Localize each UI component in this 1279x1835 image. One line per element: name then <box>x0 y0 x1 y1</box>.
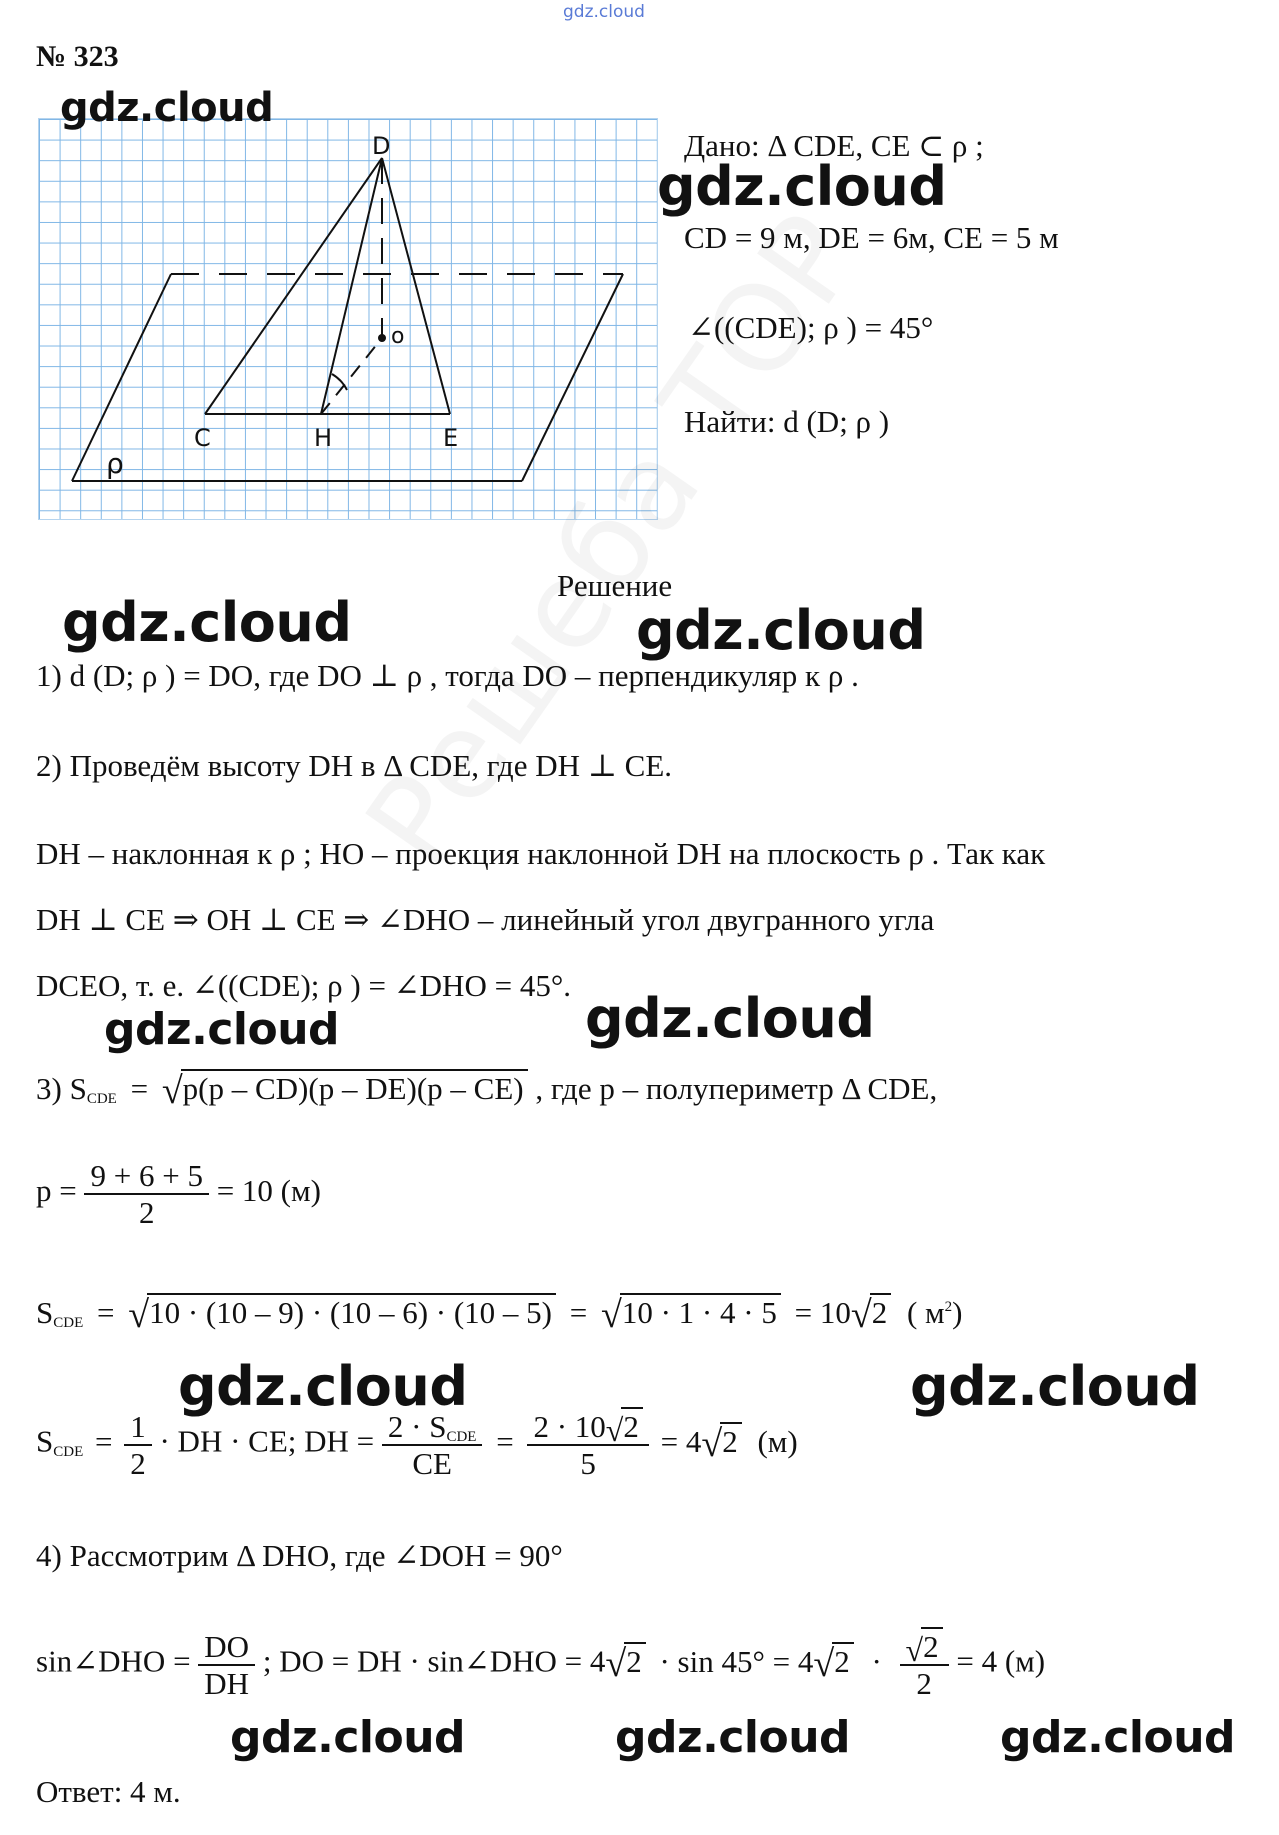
sin-denominator: DH <box>204 1665 250 1701</box>
heron-sqrt: √p(p – CD)(p – DE)(p – CE) <box>162 1068 528 1106</box>
p-fraction <box>84 1160 208 1228</box>
label-c: C <box>194 424 211 452</box>
p-lhs: p = <box>36 1173 77 1209</box>
p-numerator: 9 + 6 + 5 <box>84 1160 208 1195</box>
find-line: Найти: d (D; ρ ) <box>684 404 890 439</box>
s-eq-3: = 10 <box>794 1295 851 1330</box>
given-line-1: Дано: Δ CDE, CE ⊂ ρ ; <box>684 128 984 163</box>
s-radicand-2: 10 · 1 · 4 · 5 <box>620 1293 781 1330</box>
figure-diagram <box>38 118 658 520</box>
watermark: gdz.cloud <box>1000 1712 1236 1763</box>
sin-mid-2: · sin 45° = 4 <box>659 1643 814 1679</box>
sin-dot: · <box>871 1643 882 1679</box>
semi-perimeter-formula <box>36 1160 321 1228</box>
dh-denominator: CE <box>412 1445 452 1481</box>
f-radicand: 2 <box>720 1422 742 1459</box>
step-3-eq: = <box>130 1071 149 1106</box>
s-unit-sup: 2 <box>944 1299 953 1315</box>
given-line-2: CD = 9 м, DE = 6м, CE = 5 м <box>684 220 1059 255</box>
sin-mid: ; DO = DH · sin∠DHO = 4 <box>262 1643 606 1679</box>
watermark: gdz.cloud <box>60 85 274 131</box>
f-mid: · DH · CE; DH = <box>159 1423 375 1459</box>
height-formula <box>36 1410 798 1479</box>
sin-fraction <box>198 1628 255 1701</box>
s-sqrt-2: √10 · 1 · 4 · 5 <box>601 1292 781 1330</box>
step-3-sub: CDE <box>86 1091 117 1107</box>
heron-radicand: p(p – CD)(p – DE)(p – CE) <box>181 1069 528 1106</box>
sin-lhs: sin∠DHO = <box>36 1643 191 1679</box>
sin-sqrt-1: √2 <box>605 1641 645 1679</box>
dh-fraction <box>382 1408 483 1481</box>
s-lhs: S <box>36 1295 54 1330</box>
s-sqrt-1: √10 · (10 – 9) · (10 – 6) · (10 – 5) <box>128 1292 556 1330</box>
watermark: gdz.cloud <box>657 155 947 218</box>
dh-numerator: 2 · S <box>387 1408 447 1444</box>
sqrt2-half-fraction: $\frac{√2}{2}$ <box>900 1630 949 1699</box>
f-sqrt: √2 <box>701 1421 741 1459</box>
half-fraction <box>124 1408 152 1481</box>
f-eq-2: = <box>496 1423 514 1459</box>
p-rhs: = 10 (м) <box>216 1173 321 1209</box>
p-denominator: 2 <box>138 1195 155 1230</box>
s-radicand-1: 10 · (10 – 9) · (10 – 6) · (10 – 5) <box>147 1293 556 1330</box>
half-denominator: 2 <box>130 1445 146 1481</box>
s-unit-close: ) <box>952 1295 963 1330</box>
sin-sqrt-2: √2 <box>813 1641 853 1679</box>
area-calculation <box>36 1292 963 1336</box>
label-e: E <box>443 424 459 452</box>
problem-number: № 323 <box>36 40 119 73</box>
top-site-mark: gdz.cloud <box>563 2 645 22</box>
label-d: D <box>372 132 391 160</box>
f-eq: = <box>95 1423 113 1459</box>
watermark: gdz.cloud <box>62 591 352 654</box>
sqrt2-half-denominator: 2 <box>916 1666 932 1701</box>
s-unit: ( м <box>906 1295 945 1330</box>
dh-value-numerator: 2 · 10 <box>533 1409 606 1444</box>
watermark: gdz.cloud <box>178 1355 468 1418</box>
dh-value-denominator: 5 <box>580 1446 596 1481</box>
dh-value-fraction: $\frac{2 \cdot 10√2}{5}$ <box>527 1410 648 1479</box>
sine-calculation <box>36 1630 1045 1699</box>
sin-rhs: = 4 (м) <box>956 1643 1046 1679</box>
f-unit: (м) <box>757 1423 798 1459</box>
step-2-line-3: DH ⊥ CE ⇒ OH ⊥ CE ⇒ ∠DHO – линейный угол двугранного угла <box>36 902 935 937</box>
watermark: gdz.cloud <box>910 1355 1200 1418</box>
watermark: gdz.cloud <box>230 1712 466 1763</box>
f-lhs: S <box>36 1423 54 1459</box>
label-rho: ρ <box>106 447 124 480</box>
sqrt2-half-numerator: 2 <box>921 1627 943 1664</box>
s-sub: CDE <box>53 1315 84 1331</box>
half-numerator: 1 <box>124 1411 152 1446</box>
label-o: o <box>391 324 405 349</box>
f-eq-3: = 4 <box>660 1423 702 1459</box>
watermark: gdz.cloud <box>104 1004 340 1055</box>
sin-radicand-1: 2 <box>624 1642 646 1679</box>
dh-value-numerator-rad: 2 <box>621 1407 643 1444</box>
s-eq-2: = <box>569 1295 588 1330</box>
step-1: 1) d (D; ρ ) = DO, где DO ⊥ ρ , тогда DO – перпендикуляр к ρ . <box>36 658 859 693</box>
given-line-3: ∠((CDE); ρ ) = 45° <box>688 310 934 345</box>
answer: Ответ: 4 м. <box>36 1774 181 1809</box>
step-2: 2) Проведём высоту DH в Δ CDE, где DH ⊥ CE. <box>36 748 672 783</box>
s-sqrt-3: √2 <box>851 1292 891 1330</box>
solution-heading: Решение <box>557 568 673 603</box>
s-eq-1: = <box>97 1295 115 1330</box>
label-h: H <box>314 424 333 452</box>
s-radicand-3: 2 <box>870 1293 892 1330</box>
step-2-line-2: DH – наклонная к ρ ; HO – проекция наклонной DH на плоскость ρ . Так как <box>36 836 1046 871</box>
step-3-prefix: 3) S <box>36 1071 87 1106</box>
step-2-line-4: DCEO, т. е. ∠((CDE); ρ ) = ∠DHO = 45°. <box>36 968 571 1003</box>
step-3-suffix: , где p – полупериметр Δ CDE, <box>535 1071 938 1106</box>
step-4: 4) Рассмотрим Δ DHO, где ∠DOH = 90° <box>36 1538 563 1573</box>
step-3-heron <box>36 1068 938 1112</box>
sin-numerator: DO <box>198 1631 255 1666</box>
watermark: gdz.cloud <box>585 987 875 1050</box>
f-sub: CDE <box>53 1443 84 1460</box>
watermark: gdz.cloud <box>636 599 926 662</box>
watermark: gdz.cloud <box>615 1712 851 1763</box>
sin-radicand-2: 2 <box>832 1642 854 1679</box>
dh-numerator-sub: CDE <box>446 1428 477 1445</box>
